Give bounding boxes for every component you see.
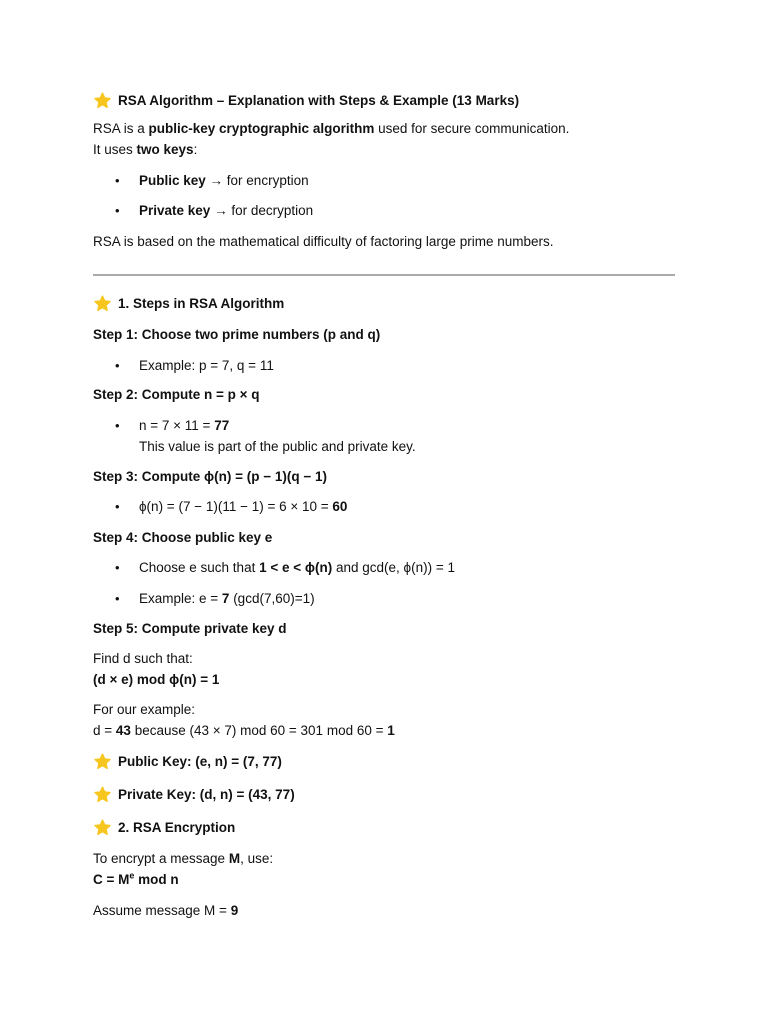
bold-text: 9	[230, 903, 239, 918]
bullet-text: (gcd(7,60)=1)	[229, 591, 315, 606]
bullet-text: Choose e such that	[139, 560, 260, 575]
step-heading: Step 4: Choose public key e	[93, 530, 273, 545]
document-title	[93, 90, 675, 111]
calc-text: because (43 × 7) mod 60 = 301 mod 60 =	[130, 723, 388, 738]
formula-base: C = M	[93, 872, 130, 887]
list-item	[93, 170, 675, 191]
formula-exponent: e	[129, 870, 135, 881]
star-icon	[93, 785, 112, 804]
section-heading	[93, 817, 675, 838]
public-key-summary	[93, 751, 675, 772]
intro-text: RSA is a	[93, 121, 149, 136]
text: Assume message M =	[93, 903, 231, 918]
formula: (d × e) mod ϕ(n) = 1	[93, 672, 220, 687]
public-key-text: Public Key: (e, n) = (7, 77)	[118, 754, 282, 769]
list-item	[93, 496, 675, 517]
text: To encrypt a message	[93, 851, 229, 866]
intro-bold: public-key cryptographic algorithm	[148, 121, 375, 136]
bullet-bold: 60	[332, 499, 348, 514]
list-item	[93, 557, 675, 578]
section-heading-text: 2. RSA Encryption	[118, 820, 236, 835]
bullet-bold: 1 < e < ϕ(n)	[259, 560, 333, 575]
key-purpose: → for encryption	[205, 173, 309, 188]
list-item	[93, 415, 675, 436]
bullet-bold: 77	[214, 418, 230, 433]
intro-text: :	[193, 142, 198, 157]
star-icon	[93, 752, 112, 771]
private-key-text: Private Key: (d, n) = (43, 77)	[118, 787, 295, 802]
bold-text: M	[228, 851, 241, 866]
step-heading: Step 5: Compute private key d	[93, 621, 287, 636]
intro-line-2	[93, 139, 675, 160]
step-text: Find d such that:	[93, 651, 193, 666]
bullet-text: n = 7 × 11 =	[139, 418, 215, 433]
encryption-formula	[93, 869, 675, 890]
calc-bold: 43	[115, 723, 131, 738]
bullet-text: ϕ(n) = (7 − 1)(11 − 1) = 6 × 10 =	[139, 499, 333, 514]
key-name: Public key	[139, 173, 206, 188]
intro-bold: two keys	[136, 142, 194, 157]
bullet-bold: 7	[221, 591, 230, 606]
calculation	[93, 720, 675, 741]
step-heading: Step 1: Choose two prime numbers (p and q)	[93, 327, 381, 342]
title-text: RSA Algorithm – Explanation with Steps & Example (13 Marks)	[118, 93, 520, 108]
bullet-text: and gcd(e, ϕ(n)) = 1	[332, 560, 455, 575]
calc-text: d =	[93, 723, 116, 738]
bullet-continuation: This value is part of the public and private key.	[139, 439, 416, 454]
section-heading-text: 1. Steps in RSA Algorithm	[118, 296, 285, 311]
formula-tail: mod n	[134, 872, 179, 887]
list-item	[93, 588, 675, 609]
star-icon	[93, 91, 112, 110]
section-heading	[93, 293, 675, 314]
encryption-intro	[93, 848, 675, 869]
calc-bold: 1	[387, 723, 395, 738]
private-key-summary	[93, 784, 675, 805]
intro-basis: RSA is based on the mathematical difficulty of factoring large prime numbers.	[93, 234, 554, 249]
list-item: • Example: p = 7, q = 11	[93, 355, 675, 376]
text: , use:	[240, 851, 274, 866]
assume-message	[93, 900, 675, 921]
key-purpose: → for decryption	[210, 203, 314, 218]
star-icon	[93, 818, 112, 837]
star-icon	[93, 294, 112, 313]
bullet-text: Example: e =	[139, 591, 222, 606]
horizontal-divider	[93, 274, 675, 276]
intro-line-1	[93, 118, 675, 139]
step-heading: Step 2: Compute n = p × q	[93, 387, 260, 402]
intro-text: used for secure communication.	[374, 121, 570, 136]
list-item	[93, 200, 675, 221]
step-text: For our example:	[93, 702, 196, 717]
step-heading: Step 3: Compute ϕ(n) = (p − 1)(q − 1)	[93, 469, 328, 484]
key-name: Private key	[139, 203, 211, 218]
intro-text: It uses	[93, 142, 137, 157]
